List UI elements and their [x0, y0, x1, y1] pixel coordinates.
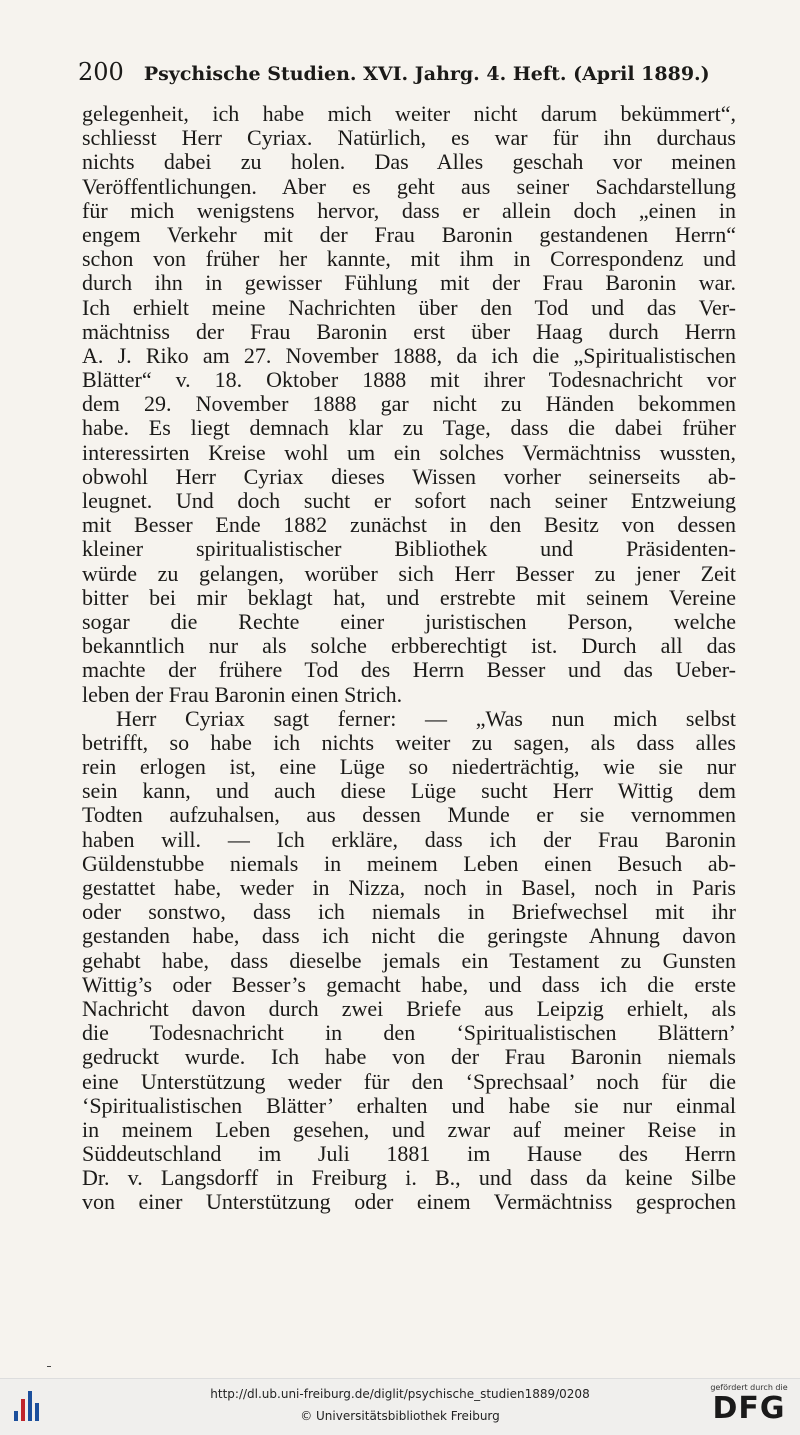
text-line: interessirten Kreise wohl um ein solches Vermächtniss wussten,	[82, 440, 736, 465]
viewer-footer	[0, 1378, 800, 1435]
text-line: Blätter“ v. 18. Oktober 1888 mit ihrer Todesnachricht vor	[82, 368, 736, 393]
text-line: engem Verkehr mit der Frau Baronin gestandenen Herrn“	[82, 222, 736, 247]
page-number: 200	[78, 58, 124, 86]
text-line: schliesst Herr Cyriax. Natürlich, es war für ihn durchaus	[82, 126, 736, 151]
text-line: Todten aufzuhalsen, aus dessen Munde er sie vernommen	[82, 803, 736, 828]
text-line: für mich wenigstens hervor, dass er allein doch „einen in	[82, 198, 736, 223]
text-line: dem 29. November 1888 gar nicht zu Händen bekommen	[82, 392, 736, 417]
text-line: mit Besser Ende 1882 zunächst in den Besitz von dessen	[82, 513, 736, 538]
copyright-notice: © Universitätsbibliothek Freiburg	[300, 1409, 500, 1423]
text-line: schon von früher her kannte, mit ihm in Correspondenz und	[82, 247, 736, 272]
text-line: Ich erhielt meine Nachrichten über den Tod und das Ver-	[82, 295, 736, 320]
text-line: eine Unterstützung weder für den ‘Sprechsaal’ noch für die	[82, 1069, 736, 1094]
text-line: machte der frühere Tod des Herrn Besser und das Ueber-	[82, 658, 736, 683]
text-line: von einer Unterstützung oder einem Vermächtniss gesprochen	[82, 1190, 736, 1215]
text-line: Güldenstubbe niemals in meinem Leben einen Besuch ab-	[82, 851, 736, 876]
text-line: rein erlogen ist, eine Lüge so niederträchtig, wie sie nur	[82, 755, 736, 780]
text-line: Veröffentlichungen. Aber es geht aus seiner Sachdarstellung	[82, 174, 736, 199]
text-line: Süddeutschland im Juli 1881 im Hause des Herrn	[82, 1142, 736, 1167]
text-line: gestanden habe, dass ich nicht die geringste Ahnung davon	[82, 924, 736, 949]
margin-mark	[47, 1366, 51, 1367]
text-line: bekanntlich nur als solche erbberechtigt ist. Durch all das	[82, 634, 736, 659]
text-line: ‘Spiritualistischen Blätter’ erhalten und habe sie nur einmal	[82, 1093, 736, 1118]
text-line: mächtniss der Frau Baronin erst über Haag durch Herrn	[82, 319, 736, 344]
text-line: betrifft, so habe ich nichts weiter zu sagen, als dass alles	[82, 730, 736, 755]
running-title: Psychische Studien. XVI. Jahrg. 4. Heft. (April 1889.)	[143, 63, 710, 85]
text-line: obwohl Herr Cyriax dieses Wissen vorher seinerseits ab-	[82, 464, 736, 489]
text-line: leugnet. Und doch sucht er sofort nach seiner Entzweiung	[82, 489, 736, 513]
text-line: durch ihn in gewisser Fühlung mit der Frau Baronin war.	[82, 271, 736, 296]
text-line: Wittig’s oder Besser’s gemacht habe, und dass ich die erste	[82, 972, 736, 997]
text-line: gelegenheit, ich habe mich weiter nicht darum bekümmert“,	[82, 102, 736, 126]
text-line: würde zu gelangen, worüber sich Herr Besser zu jener Zeit	[82, 561, 736, 586]
text-line: kleiner spiritualistischer Bibliothek und Präsidenten-	[82, 537, 736, 562]
text-line: Herr Cyriax sagt ferner: — „Was nun mich selbst	[116, 706, 736, 731]
dfg-logo-text: DFG	[712, 1391, 786, 1426]
running-header	[78, 58, 738, 90]
text-line: Nachricht davon durch zwei Briefe aus Leipzig erhielt, als	[82, 996, 736, 1021]
text-line: haben will. — Ich erkläre, dass ich der Frau Baronin	[82, 827, 736, 852]
body-text	[82, 102, 736, 1215]
funder-note: gefördert durch die	[710, 1383, 788, 1392]
text-line: die Todesnachricht in den ‘Spiritualistischen Blättern’	[82, 1021, 736, 1046]
dfg-logo	[704, 1383, 794, 1431]
text-line: in meinem Leben gesehen, und zwar auf meiner Reise in	[82, 1117, 736, 1142]
text-line: oder sonstwo, dass ich niemals in Briefwechsel mit ihr	[82, 900, 736, 925]
text-line: bitter bei mir beklagt hat, und erstrebte mit seinem Vereine	[82, 585, 736, 610]
text-line: habe. Es liegt demnach klar zu Tage, dass die dabei früher	[82, 416, 736, 441]
text-line: sogar die Rechte einer juristischen Person, welche	[82, 609, 736, 634]
text-line: leben der Frau Baronin einen Strich.	[82, 682, 403, 707]
text-line: nichts dabei zu holen. Das Alles geschah vor meinen	[82, 150, 736, 175]
source-url-link[interactable]: http://dl.ub.uni-freiburg.de/diglit/psychische_studien1889/0208	[210, 1387, 590, 1401]
text-line: gehabt habe, dass dieselbe jemals ein Testament zu Gunsten	[82, 948, 736, 973]
text-line: gestattet habe, weder in Nizza, noch in Basel, noch in Paris	[82, 876, 736, 900]
text-line: Dr. v. Langsdorff in Freiburg i. B., und dass da keine Silbe	[82, 1166, 736, 1191]
text-line: A. J. Riko am 27. November 1888, da ich die „Spiritualistischen	[82, 343, 736, 368]
text-line: sein kann, und auch diese Lüge sucht Herr Wittig dem	[82, 779, 736, 804]
text-line: gedruckt wurde. Ich habe von der Frau Baronin niemals	[82, 1045, 736, 1070]
